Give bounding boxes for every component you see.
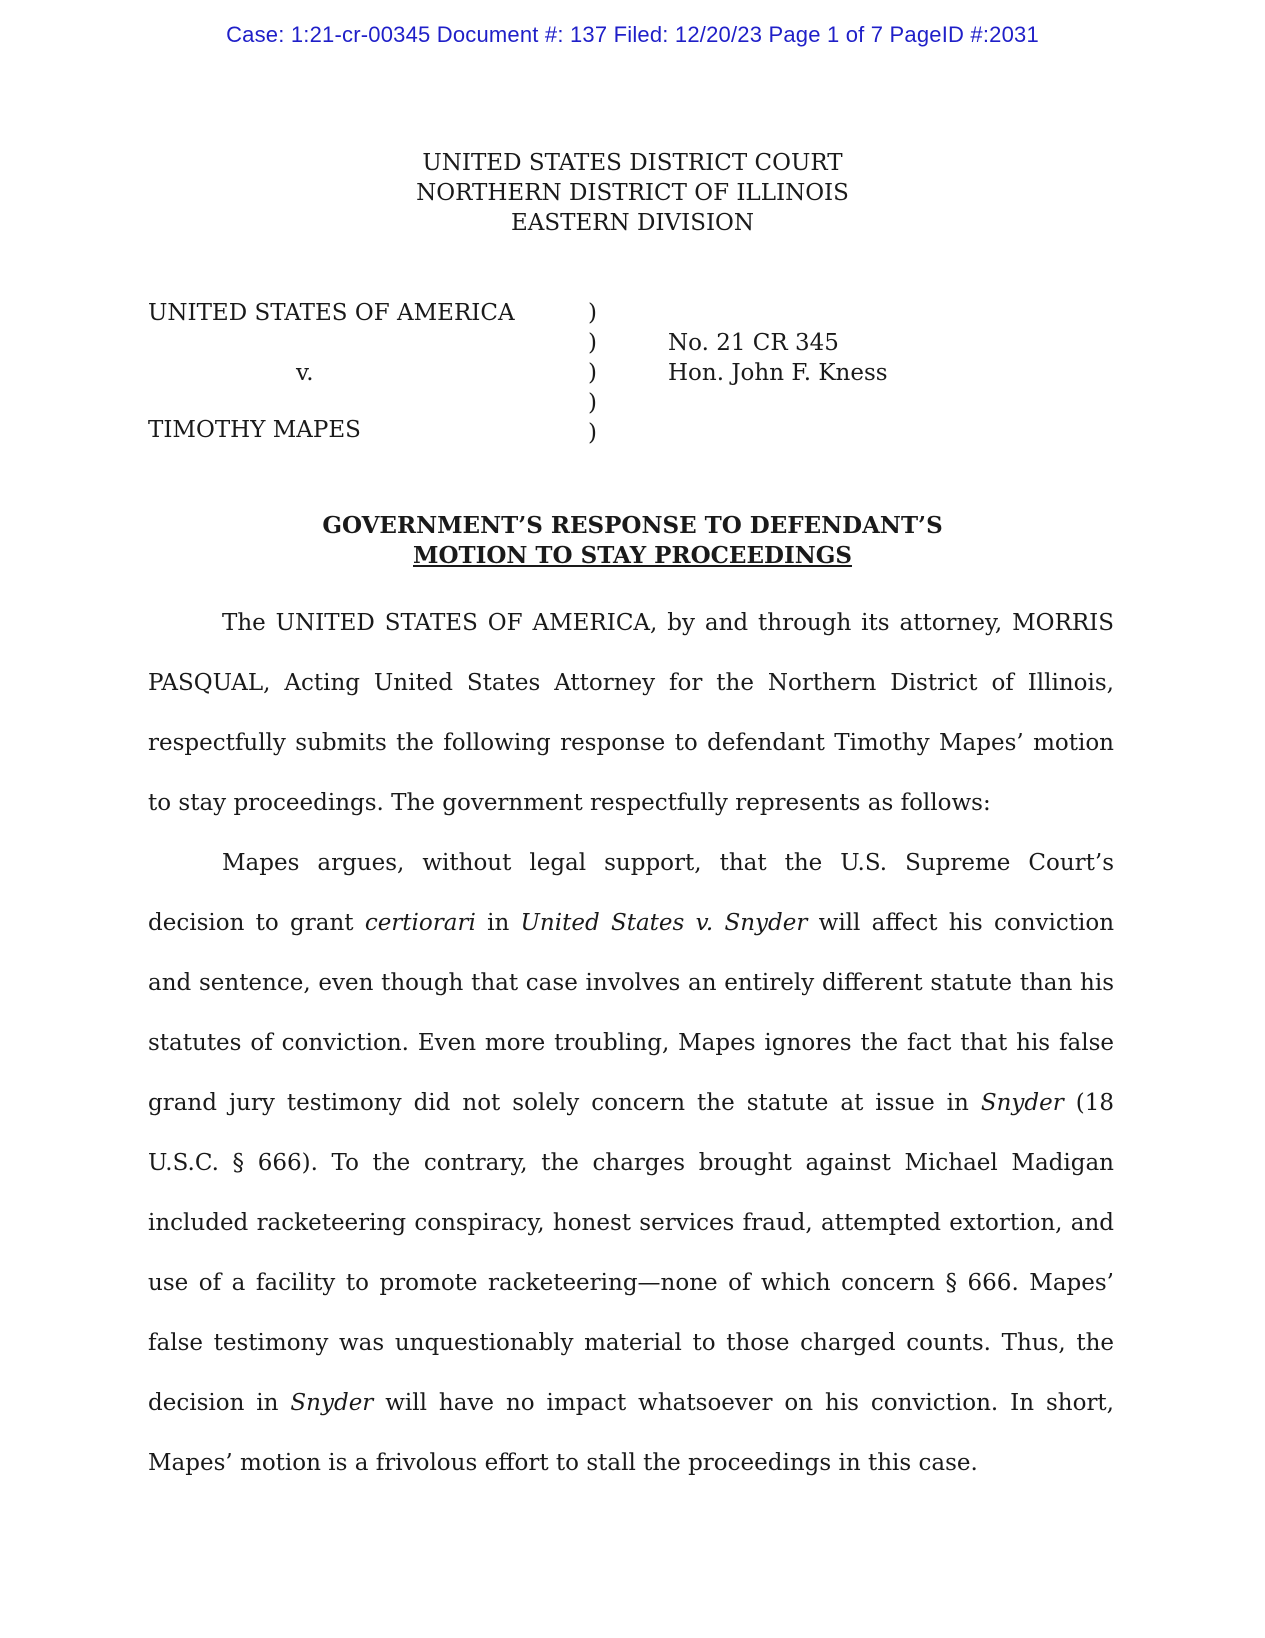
document-title-line2 (0, 541, 1265, 571)
paragraph-argument (148, 833, 1114, 1493)
document-body (148, 593, 1114, 1493)
caption-paren: ) (588, 360, 597, 386)
court-district: NORTHERN DISTRICT OF ILLINOIS (416, 180, 849, 206)
caption-parentheses (588, 298, 597, 448)
document-title (0, 511, 1265, 571)
case-caption (148, 298, 1148, 458)
case-citation: United States v. Snyder (520, 910, 808, 936)
filing-header-stamp: Case: 1:21-cr-00345 Document #: 137 Filed: 12/20/23 Page 1 of 7 PageID #:2031 (226, 22, 1039, 47)
paragraph-text: will have no impact whatsoever on his conviction. In short, Mapes’ motion is a frivolous effort to stall the proceedings in this case. (148, 1390, 1114, 1476)
case-number: No. 21 CR 345 (668, 330, 839, 356)
caption-paren: ) (588, 330, 597, 356)
caption-paren: ) (588, 420, 597, 446)
case-citation: Snyder (290, 1390, 374, 1416)
paragraph-text: (18 U.S.C. § 666). To the contrary, the charges brought against Michael Madigan included racketeering conspiracy, honest services fraud, attempted extortion, and use of a facility to promote racketeering—none of which concern § 666. Mapes’ false testimony was unquestionably material to those charged counts. Thus, the decision in (148, 1090, 1114, 1416)
court-division: EASTERN DIVISION (510, 210, 755, 236)
caption-case-info (668, 328, 888, 388)
caption-versus: v. (296, 360, 314, 386)
caption-defendant: TIMOTHY MAPES (148, 417, 361, 443)
caption-paren: ) (588, 300, 597, 326)
paragraph-text: Mapes argues, without legal support, that the U.S. Supreme Court’s decision to grant (148, 850, 1114, 936)
case-citation: Snyder (980, 1090, 1064, 1116)
judge-name: Hon. John F. Kness (668, 360, 888, 386)
court-heading (0, 148, 1265, 238)
document-title-line2-text: MOTION TO STAY PROCEEDINGS (413, 542, 852, 569)
document-title-line1: GOVERNMENT’S RESPONSE TO DEFENDANT’S (322, 512, 943, 539)
caption-plaintiff: UNITED STATES OF AMERICA (148, 300, 515, 326)
paragraph-text: will affect his conviction and sentence, even though that case involves an entirely different statute than his statutes of conviction. Even more troubling, Mapes ignores the fact that his false grand jury testimony did not solely concern the statute at issue in (148, 910, 1115, 1116)
paragraph-text: in (475, 910, 521, 936)
paragraph-intro: The UNITED STATES OF AMERICA, by and through its attorney, MORRIS PASQUAL, Acting United States Attorney for the Northern District of Illinois, respectfully submits the following response to defendant Timothy Mapes’ motion to stay proceedings. The government respectfully represents as follows: (148, 610, 1114, 816)
italic-term: certiorari (364, 910, 476, 936)
caption-paren: ) (588, 390, 597, 416)
court-name: UNITED STATES DISTRICT COURT (422, 150, 843, 176)
